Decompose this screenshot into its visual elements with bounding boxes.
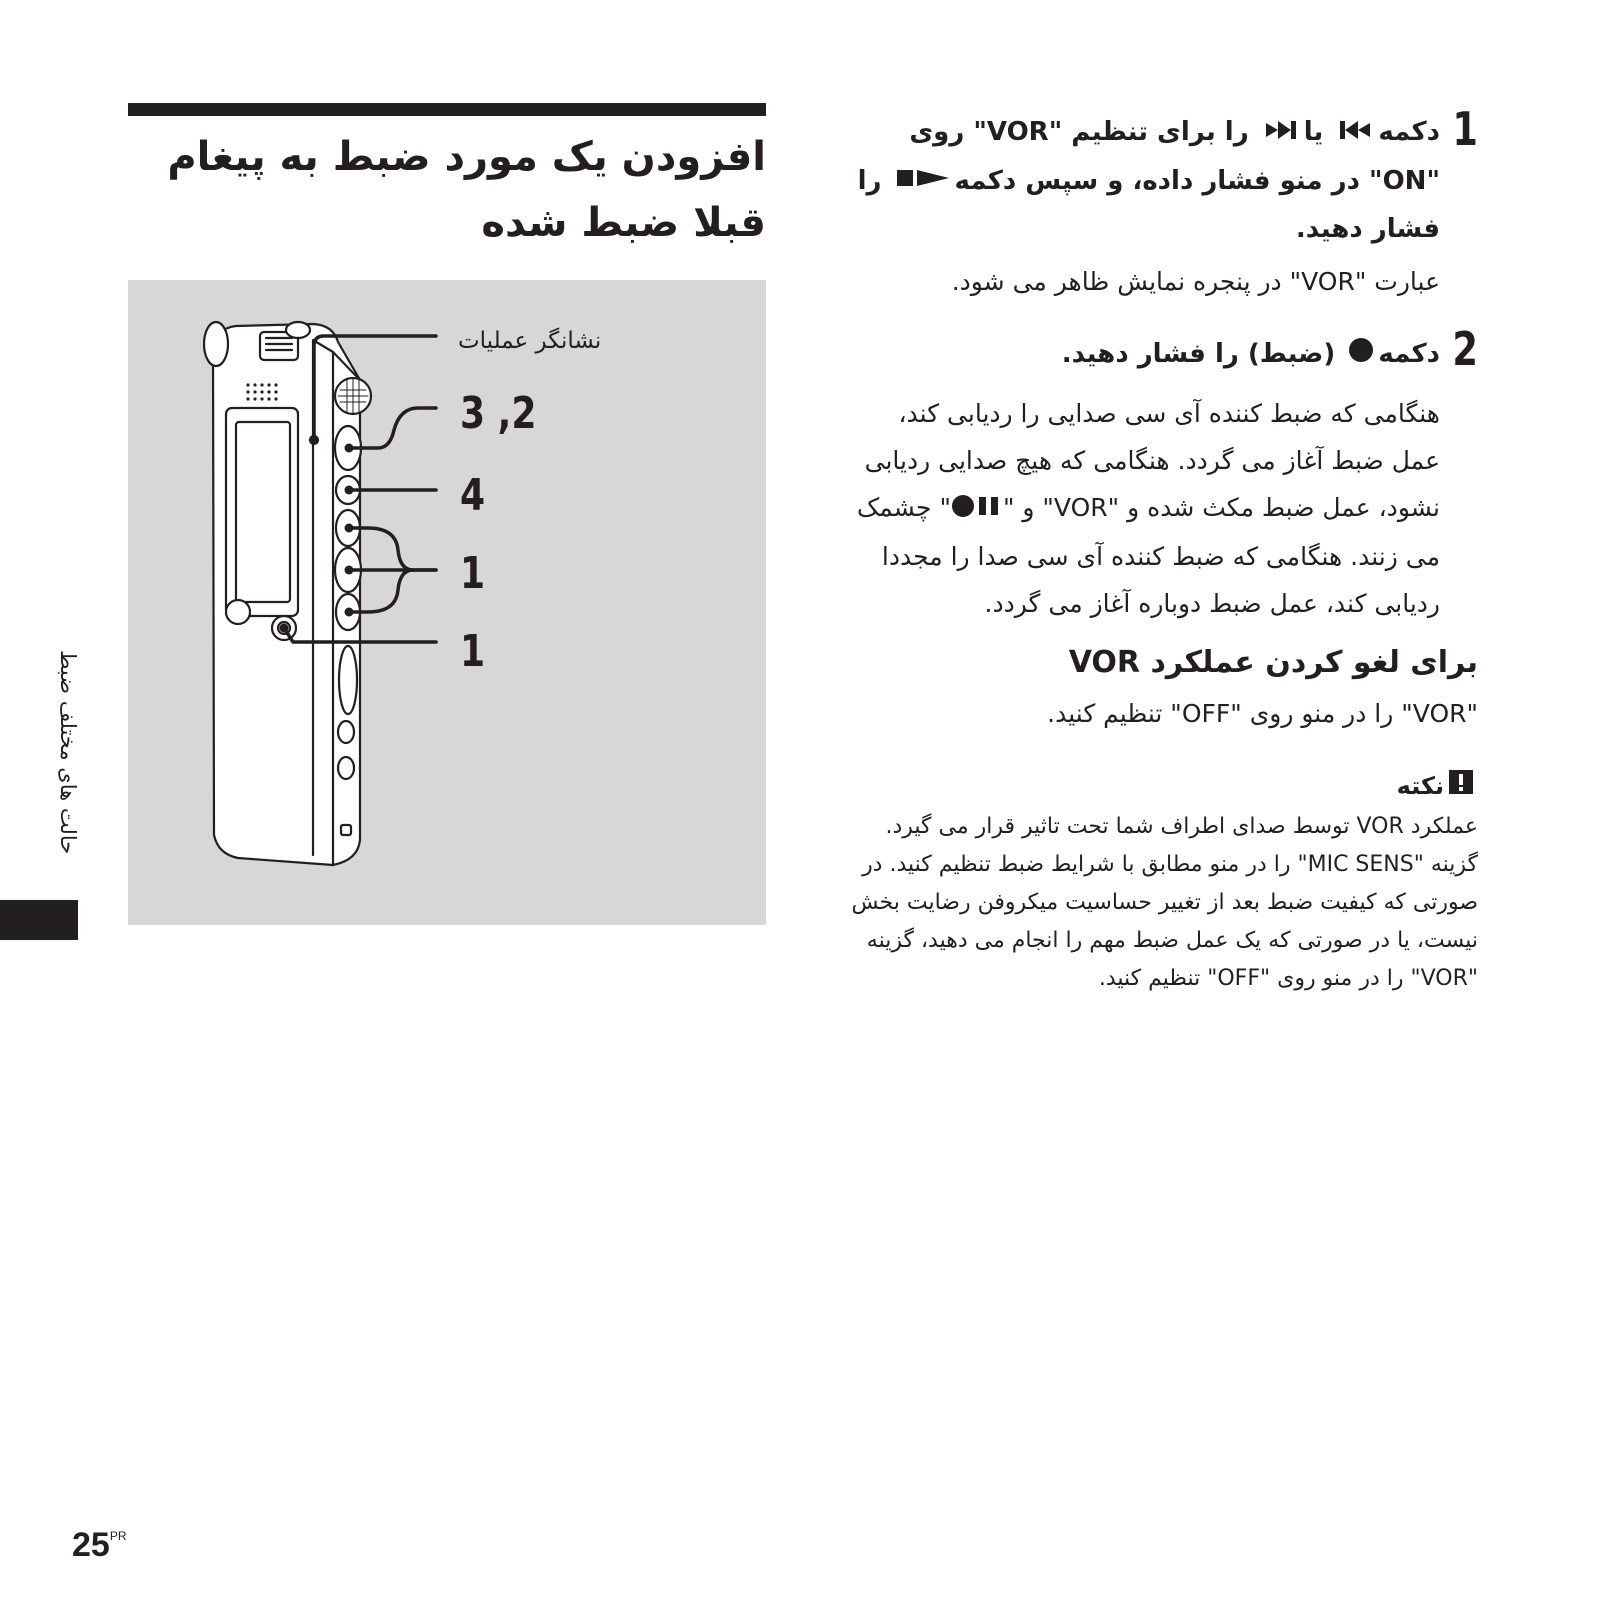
page-number (72, 1528, 127, 1562)
title-rule (128, 103, 766, 116)
step-2-number: 2 (1452, 322, 1478, 376)
record-icon (1348, 331, 1374, 379)
step-2-detail-part2: " چشمک می زنند. هنگامی که ضبط کننده آی سی صدا را مجددا ردیابی کند، عمل ضبط دوباره آغاز می گردد. (856, 493, 1440, 618)
step-1-text-part3: را برای تنظیم "VOR" روی "ON" در منو فشار داده، و سپس دکمه (909, 117, 1440, 196)
callout-label-4: 4 (460, 470, 486, 521)
step-1-text-part1: دکمه (1378, 117, 1440, 147)
callout-label-1-lower: 1 (460, 626, 486, 677)
figure-panel (128, 280, 766, 925)
step-1-text-part2: یا (1303, 117, 1324, 147)
previous-track-icon (1336, 109, 1374, 157)
next-track-icon (1262, 109, 1300, 157)
section-title: افزودن یک مورد ضبط به پیغام قبلا ضبط شده (167, 134, 766, 246)
callout-operation-indicator: نشانگر عملیات (458, 328, 602, 354)
step-2-detail-part1: هنگامی که ضبط کننده آی سی صدایی را ردیابی کند، عمل ضبط آغاز می گردد. هنگامی که هیچ صدایی ردیابی نشود، عمل ضبط مکث شده و "VOR" و " (864, 399, 1440, 522)
step-2-text-part2: (ضبط) را فشار دهید. (1061, 339, 1336, 369)
side-tab-marker (0, 900, 78, 940)
vor-cancel-heading: برای لغو کردن عملکرد VOR (1068, 645, 1478, 680)
step-2-text-part1: دکمه (1378, 339, 1440, 369)
page-number-value: 25 (72, 1526, 110, 1564)
page-number-suffix: PR (109, 1529, 127, 1543)
stop-play-icon (895, 157, 951, 205)
step-1-instruction (850, 108, 1440, 253)
step-1-result: عبارت "VOR" در پنجره نمایش ظاهر می شود. (951, 267, 1440, 296)
note-heading-label: نکته (1396, 772, 1444, 800)
record-pause-icon (951, 486, 1003, 533)
step-1-text-part4: را فشار دهید. (857, 165, 1440, 244)
recorder-illustration (128, 280, 766, 925)
step-2-detail (850, 390, 1440, 627)
callout-label-1-buttons: 1 (460, 548, 486, 599)
step-1-number: 1 (1452, 102, 1478, 156)
vor-cancel-text: "VOR" را در منو روی "OFF" تنظیم کنید. (1047, 699, 1478, 728)
step-2-instruction (850, 330, 1440, 379)
callout-label-3-2: 3 ,2 (460, 388, 537, 439)
note-body: عملکرد VOR توسط صدای اطراف شما تحت تاثیر قرار می گیرد. گزینه "MIC SENS" را در منو مطابق با شرایط ضبط تنظیم کنید. در صورتی که کیفیت ضبط بعد از تغییر حساسیت میکروفن رضایت بخش نیست، یا در صورتی که یک عمل ضبط مهم را انجام می دهید، گزینه "VOR" را در منو روی "OFF" تنظیم کنید. (851, 814, 1478, 991)
side-tab-label: حالت های مختلف ضبط (56, 650, 80, 855)
note-heading (850, 766, 1478, 807)
warning-icon (1448, 767, 1474, 807)
